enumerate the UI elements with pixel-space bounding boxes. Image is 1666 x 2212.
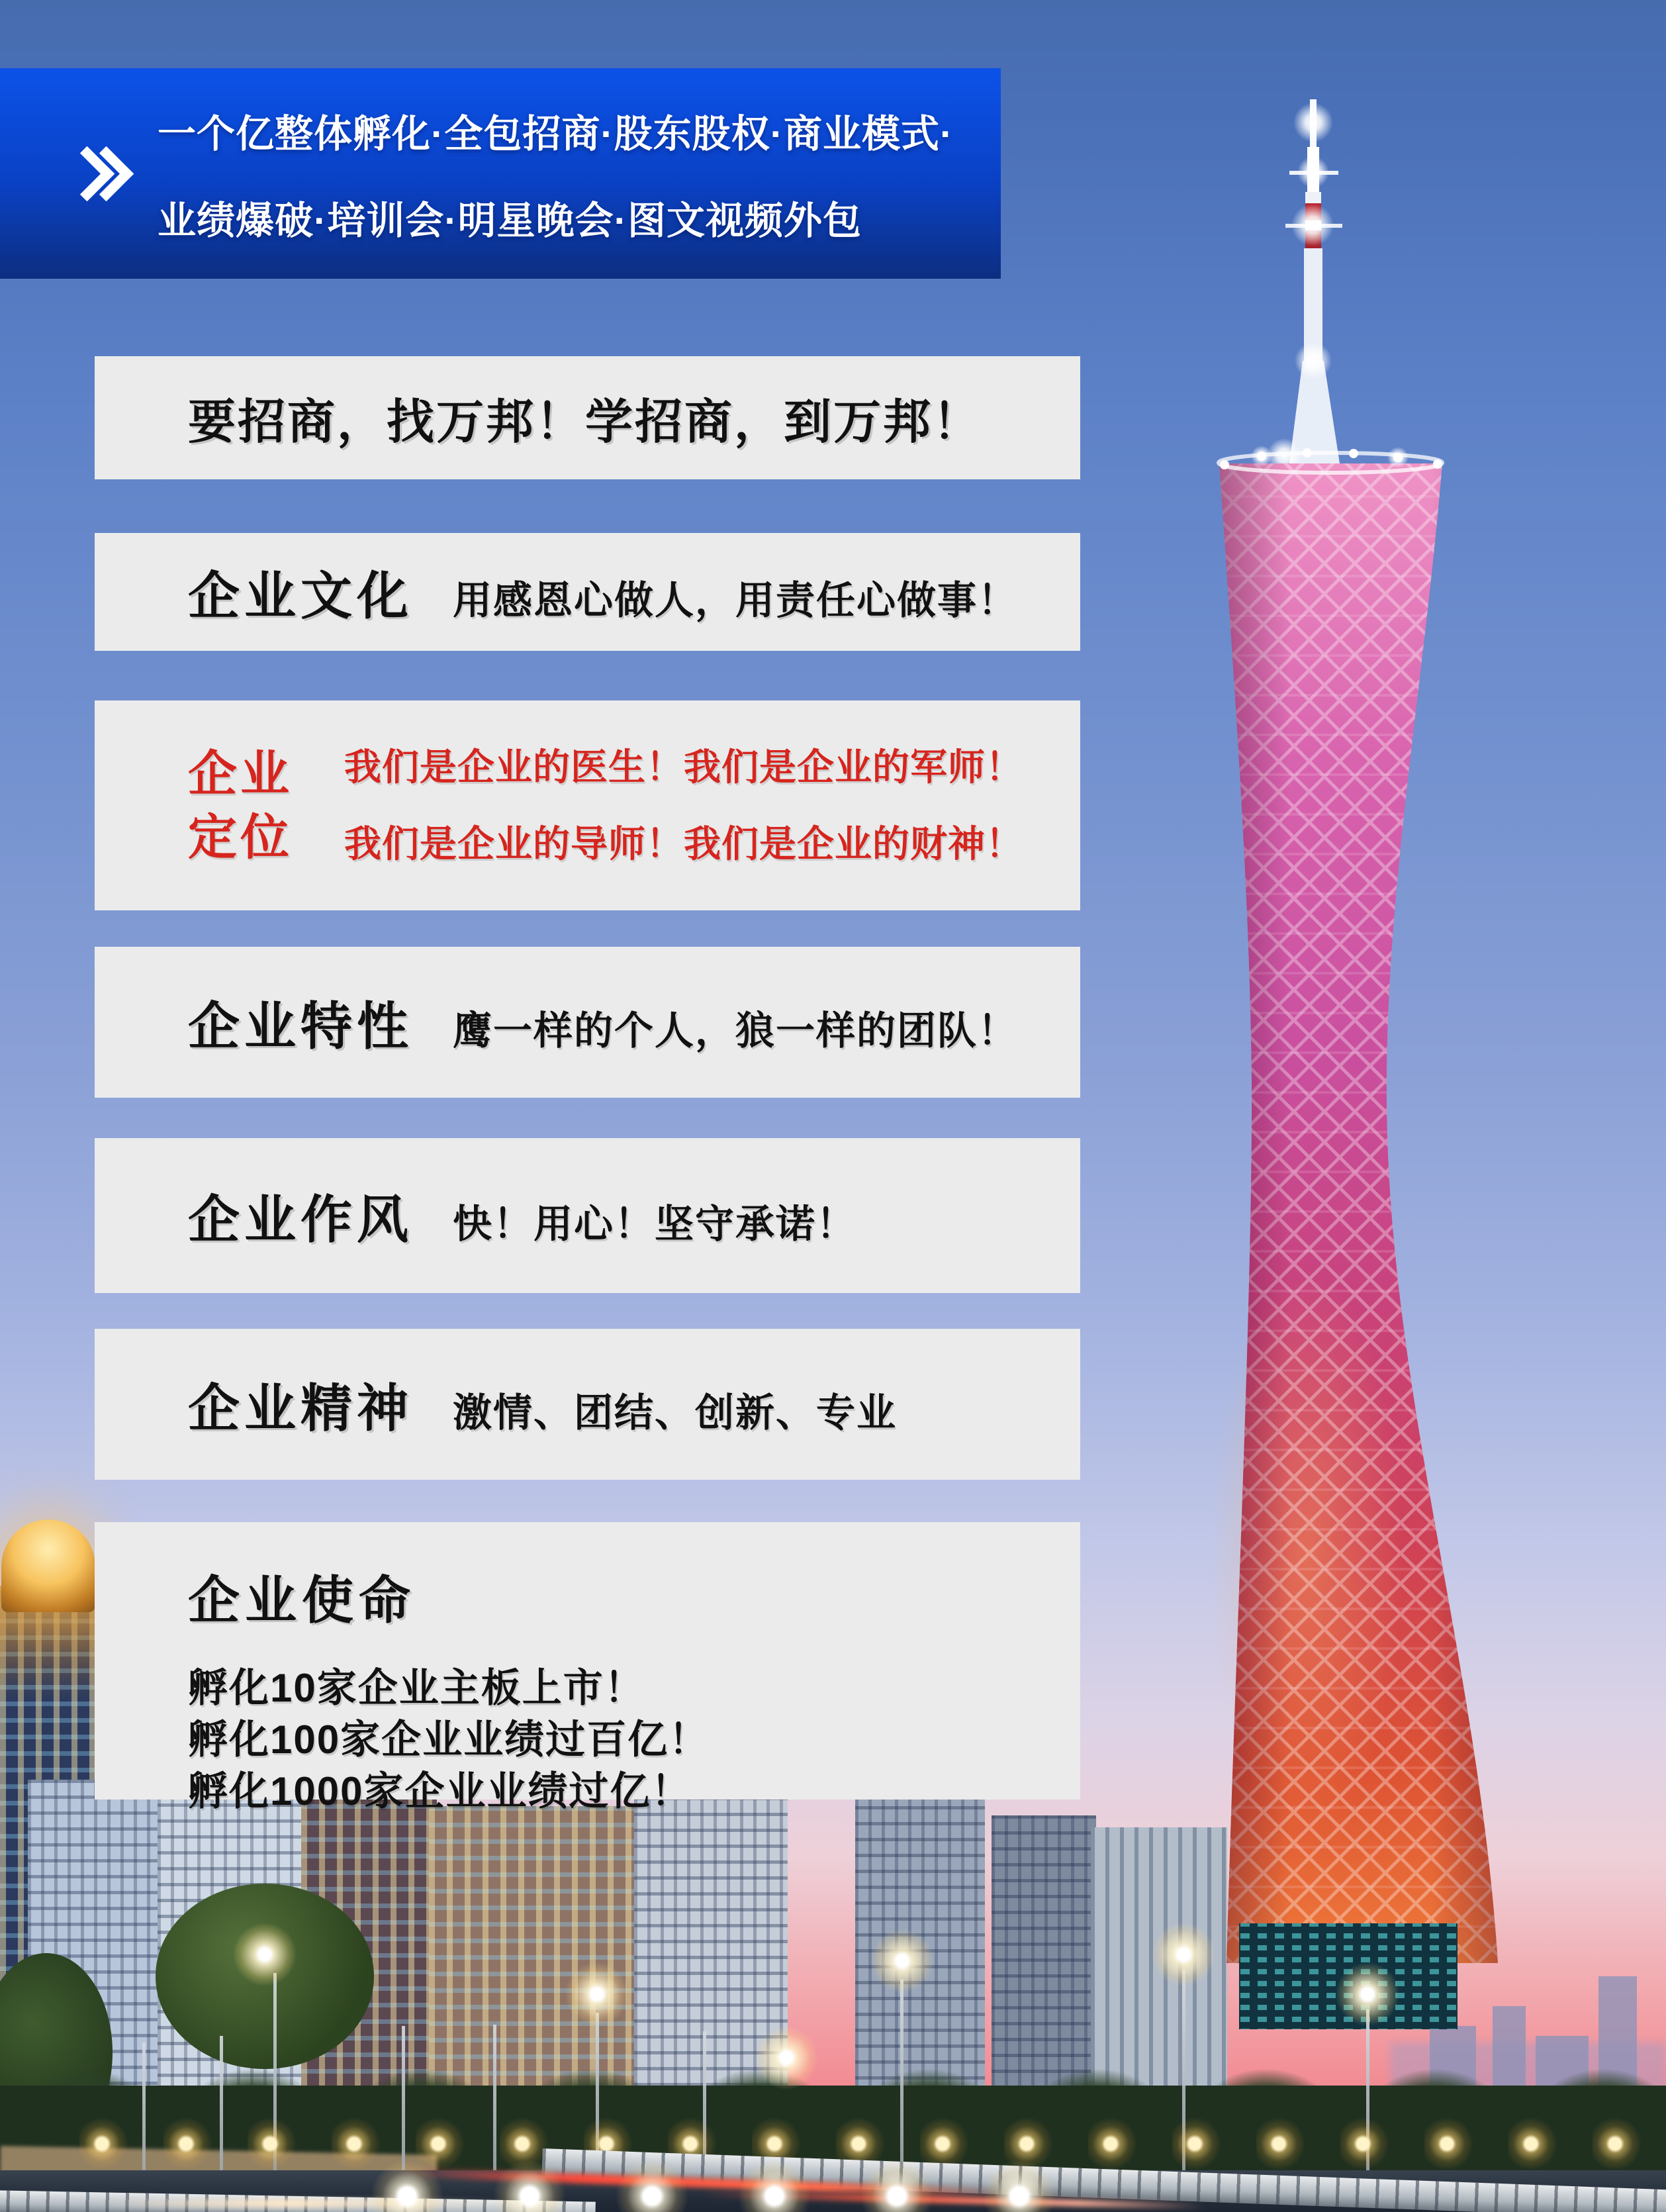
mission-title: 企业使命 [188,1571,416,1629]
spirit-box [95,1329,1080,1480]
positioning-box [95,700,1080,910]
workstyle-text: 快！用心！坚守承诺！ [453,1202,857,1246]
banner-line-1: 一个亿整体孵化·全包招商·股东股权·商业模式· [158,112,954,156]
street-lamp-glow [561,1958,633,2031]
mission-line2: 孵化100家企业业绩过百亿！ [188,1717,710,1762]
street-lamp-glow [1147,1918,1220,1991]
street-lamp-glow [750,2021,823,2094]
positioning-line2: 我们是企业的导师！我们是企业的财神！ [344,822,1023,865]
spirit-text: 激情、团结、创新、专业 [453,1391,898,1435]
slogan-text: 要招商，找万邦！学招商，到万邦！ [188,396,983,449]
banner-line-2: 业绩爆破·培训会·明星晚会·图文视频外包 [158,199,862,242]
workstyle-box [95,1138,1080,1293]
positioning-title [188,742,293,869]
street-lamp-glow [866,1925,939,1997]
positioning-lines [344,729,1023,883]
culture-title: 企业文化 [188,567,414,625]
double-chevron-icon [68,154,126,193]
traits-title: 企业特性 [188,997,414,1055]
banner [0,68,1001,279]
mission-box [95,1522,1080,1813]
traits-text: 鹰一样的个人，狼一样的团队！ [453,1009,1019,1053]
street-lamp-glow [1331,1958,1404,2031]
mission-lines [188,1662,1080,1817]
banner-text [158,103,953,245]
traits-box [95,947,1080,1098]
positioning-title-line2: 定位 [188,809,293,865]
positioning-line1: 我们是企业的医生！我们是企业的军师！ [344,745,1023,788]
tower-body [1211,446,1498,1963]
street-lamp-glow [228,1918,301,1991]
slogan-box [95,356,1080,479]
positioning-title-line1: 企业 [188,745,293,801]
culture-box [95,533,1080,651]
mission-line3: 孵化1000家企业业绩过亿！ [188,1769,692,1813]
bright-light-row [371,2160,1099,2212]
spirit-title: 企业精神 [188,1379,414,1437]
tower-antenna [1267,99,1342,473]
workstyle-title: 企业作风 [188,1190,414,1249]
mission-line1: 孵化10家企业主板上市！ [188,1666,645,1710]
culture-text: 用感恩心做人，用责任心做事！ [453,579,1019,622]
